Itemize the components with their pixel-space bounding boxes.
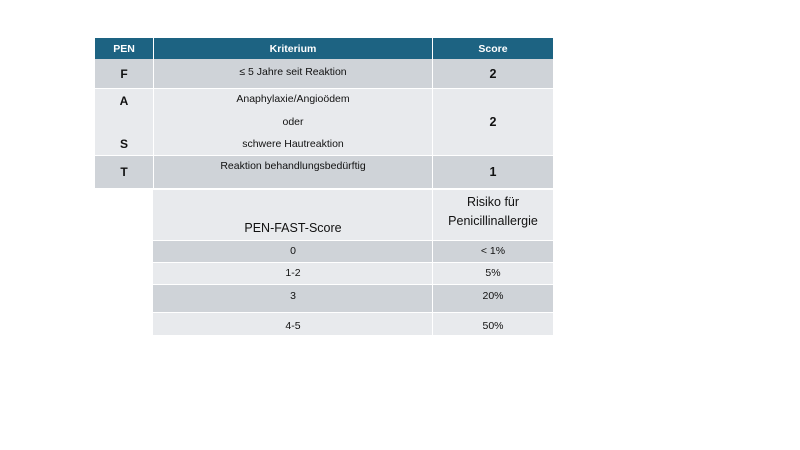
grid-line — [153, 312, 553, 313]
risk-header-right-cell — [433, 190, 553, 240]
risk-header-right-line1: Risiko für — [466, 195, 520, 209]
risk-row-3-risk: 50% — [433, 312, 553, 335]
row-t-letter: T — [95, 155, 153, 188]
grid-line — [153, 38, 154, 188]
risk-row-0-score: 0 — [153, 240, 433, 262]
row-t-criterion: Reaktion behandlungsbedürftig — [153, 155, 433, 188]
risk-row-1-score: 1-2 — [153, 262, 433, 284]
row-as-criterion-line2: oder — [282, 116, 304, 128]
row-as-score: 2 — [433, 88, 553, 155]
row-as-letter-s: S — [119, 137, 128, 151]
risk-row-2-score: 3 — [153, 284, 433, 312]
header-score: Score — [433, 38, 553, 59]
header-pen: PEN — [95, 38, 153, 59]
risk-row-0-risk: < 1% — [433, 240, 553, 262]
grid-line — [95, 88, 553, 89]
row-f-letter: F — [95, 59, 153, 88]
risk-header-left: PEN-FAST-Score — [244, 221, 342, 235]
row-as-criterion-line3: schwere Hautreaktion — [242, 138, 344, 150]
row-f-score: 2 — [433, 59, 553, 88]
grid-line — [432, 38, 433, 188]
risk-row-2-risk: 20% — [433, 284, 553, 312]
row-as-criterion-line1: Anaphylaxie/Angioödem — [236, 93, 350, 105]
row-as-letter-cell — [95, 88, 153, 155]
row-f-criterion: ≤ 5 Jahre seit Reaktion — [153, 59, 433, 88]
grid-line — [153, 284, 553, 285]
grid-line — [153, 262, 553, 263]
row-as-criterion-cell — [153, 88, 433, 155]
grid-line — [153, 240, 553, 241]
risk-row-3-score: 4-5 — [153, 312, 433, 335]
grid-line — [95, 155, 553, 156]
header-kriterium: Kriterium — [153, 38, 433, 59]
risk-header-left-cell — [153, 190, 433, 240]
risk-row-1-risk: 5% — [433, 262, 553, 284]
row-t-score: 1 — [433, 155, 553, 188]
row-as-letter-a: A — [119, 94, 129, 108]
risk-header-right-line2: Penicillinallergie — [448, 214, 538, 228]
